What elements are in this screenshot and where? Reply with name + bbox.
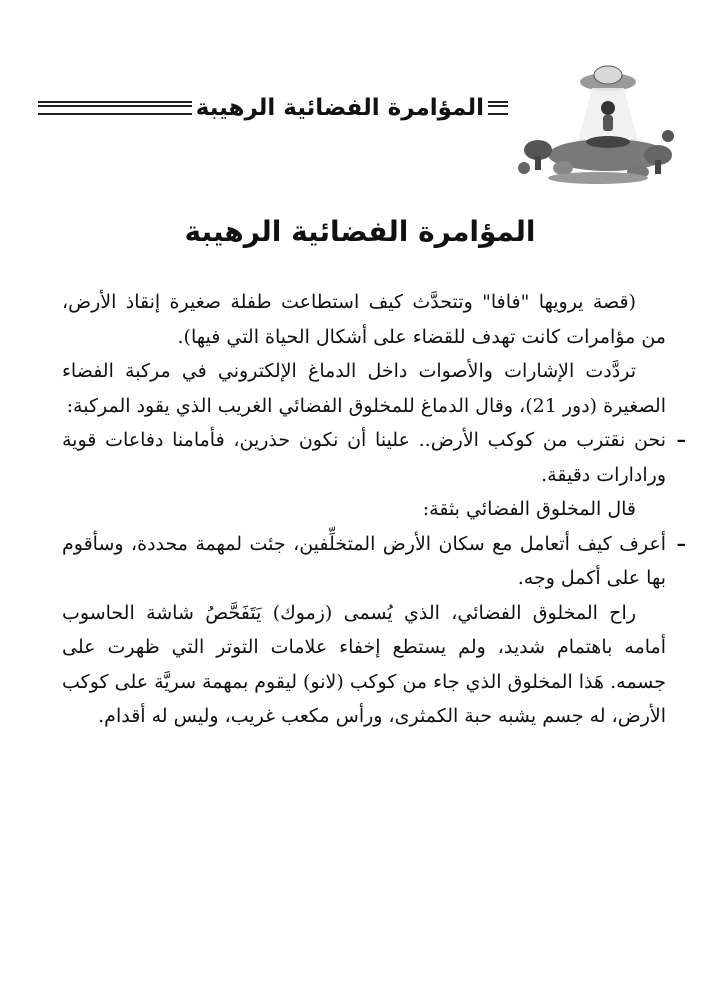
dialog-dash: – [676,429,686,451]
header-rule-right [488,101,508,115]
paragraph-narration-1: تردَّدت الإشارات والأصوات داخل الدماغ الإلكتروني في مركبة الفضاء الصغيرة (دور 21)، وقال الدماغ للمخلوق الفضائي الغريب الذي يقود المركبة: [62,360,666,417]
ufo-illustration-icon [508,60,678,185]
paragraph-narration-2: قال المخلوق الفضائي بثقة: [422,498,636,520]
paragraph-intro: (قصة يرويها "فافا" وتتحدَّث كيف استطاعت طفلة صغيرة إنقاذ الأرض، من مؤامرات كانت تهدف للقضاء على أشكال الحياة التي فيها). [62,291,666,348]
story-body [62,285,686,734]
header-title-bar [38,93,508,123]
dialog-text-2: أعرف كيف أتعامل مع سكان الأرض المتخلِّفين، جئت لمهمة محددة، وسأقوم بها على أكمل وجه. [62,532,666,589]
header-rule-mid [172,101,192,115]
dialog-dash: – [676,532,686,555]
paragraph-narration-3: راح المخلوق الفضائي، الذي يُسمى (زموك) يَتَفَحَّصُ شاشة الحاسوب أمامه باهتمام شديد، ولم يستطع إخفاء علامات التوتر التي ظهرت على جسمه. هَذا المخلوق الذي جاء من كوكب (لانو) ليقوم بمهمة سريَّة على كوكب الأرض، له جسم يشبه حبة الكمثرى، ورأس مكعب غريب، وليس له أقدام. [62,601,666,727]
dialog-line-2 [62,527,686,596]
story-title: المؤامرة الفضائية الرهيبة [184,215,536,248]
header-rule-left [38,101,172,115]
dialog-text-1: نحن نقترب من كوكب الأرض.. علينا أن نكون حذرين، فأمامنا دفاعات قوية ورادارات دقيقة. [62,429,666,486]
page-header [38,60,678,190]
dialog-line-1 [62,423,686,492]
header-title: المؤامرة الفضائية الرهيبة [195,95,484,121]
